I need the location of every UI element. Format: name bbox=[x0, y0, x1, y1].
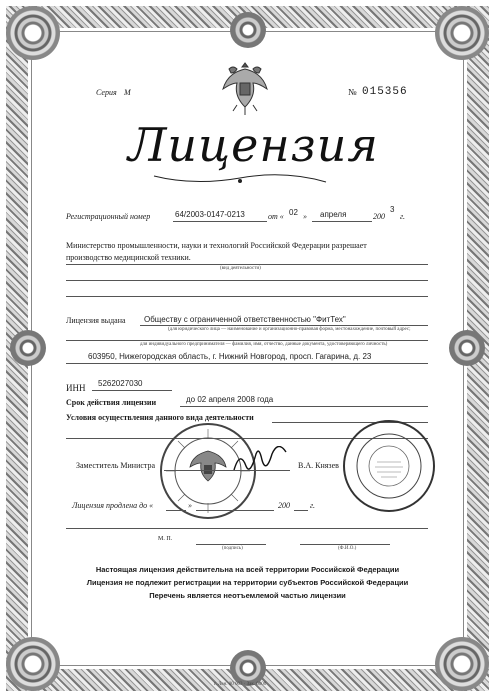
series-value: М bbox=[124, 88, 131, 97]
bottom-center-rosette bbox=[230, 650, 266, 686]
inn-label: ИНН bbox=[66, 383, 86, 393]
issued-caption-2: для индивидуального предпринимателя — фамилия, имя, отчество, данные документа, удостоверяющего личность) bbox=[140, 342, 388, 347]
validity-value: до 02 апреля 2008 года bbox=[186, 395, 274, 404]
corner-rosette-top-left bbox=[6, 6, 60, 60]
issued-to-value: Обществу с ограниченной ответственностью "ФитТех" bbox=[144, 315, 346, 324]
left-center-rosette bbox=[10, 330, 46, 366]
corner-rosette-bottom-right bbox=[435, 637, 489, 691]
issued-to-label: Лицензия выдана bbox=[66, 316, 126, 325]
signatory-name: В.А. Князев bbox=[298, 461, 339, 470]
activity-caption: (вид деятельности) bbox=[220, 266, 261, 271]
registration-label: Регистрационный номер bbox=[66, 212, 151, 221]
top-center-rosette bbox=[230, 12, 266, 48]
corner-rosette-bottom-left bbox=[6, 637, 60, 691]
registration-year-prefix: 200 bbox=[373, 212, 385, 221]
validity-label: Срок действия лицензии bbox=[66, 398, 157, 407]
stamp-place-label: М. П. bbox=[158, 536, 173, 542]
footer-line-1: Настоящая лицензия действительна на всей территории Российской Федерации bbox=[95, 565, 400, 574]
footer-line-2: Лицензия не подлежит регистрации на территории субъектов Российской Федерации bbox=[86, 578, 409, 587]
ministry-permission-line2: производство медицинской техники. bbox=[66, 253, 191, 262]
registration-year-suffix: г. bbox=[400, 212, 406, 221]
document-title: Лицензия bbox=[128, 118, 379, 172]
print-imprint: г. Лен. 00 003 · Зак. 0000 bbox=[214, 682, 267, 687]
registration-from-label: от « bbox=[268, 212, 284, 221]
number-label: № bbox=[348, 87, 357, 97]
ministry-permission-line1: Министерство промышленности, науки и технологий Российской Федерации разрешает bbox=[66, 241, 367, 250]
signature-caption: (подпись) bbox=[222, 546, 243, 551]
footer-line-3: Перечень является неотъемлемой частью лицензии bbox=[149, 591, 346, 600]
company-stamp-image bbox=[341, 418, 437, 514]
conditions-label: Условия осуществления данного вида деятельности bbox=[66, 413, 254, 422]
corner-rosette-top-right bbox=[435, 6, 489, 60]
signatory-position: Заместитель Министра bbox=[76, 461, 156, 470]
extension-label: Лицензия продлена до « bbox=[72, 501, 154, 510]
license-number: 015356 bbox=[362, 86, 408, 98]
coat-of-arms-icon bbox=[219, 57, 271, 117]
registration-day: 02 bbox=[289, 208, 298, 217]
title-flourish bbox=[150, 172, 330, 186]
name-caption: (Ф.И.О.) bbox=[338, 546, 357, 551]
issued-caption-1: (для юридического лица — наименование и организационно-правовая форма, местонахождение, почтовый адрес; bbox=[168, 327, 411, 332]
extension-year-suffix: г. bbox=[310, 501, 316, 510]
inn-value: 5262027030 bbox=[98, 379, 143, 388]
registration-month: апреля bbox=[320, 210, 347, 219]
issued-address: 603950, Нижегородская область, г. Нижний Новгород, просп. Гагарина, д. 23 bbox=[88, 352, 372, 361]
registration-day-close: » bbox=[303, 212, 307, 221]
extension-day-close: » bbox=[188, 501, 192, 510]
extension-year-prefix: 200 bbox=[278, 501, 290, 510]
right-center-rosette bbox=[449, 330, 485, 366]
signature-image bbox=[232, 446, 290, 476]
registration-year-digit: 3 bbox=[390, 205, 395, 214]
registration-number: 64/2003-0147-0213 bbox=[175, 210, 245, 219]
series-label: Серия bbox=[96, 88, 117, 97]
